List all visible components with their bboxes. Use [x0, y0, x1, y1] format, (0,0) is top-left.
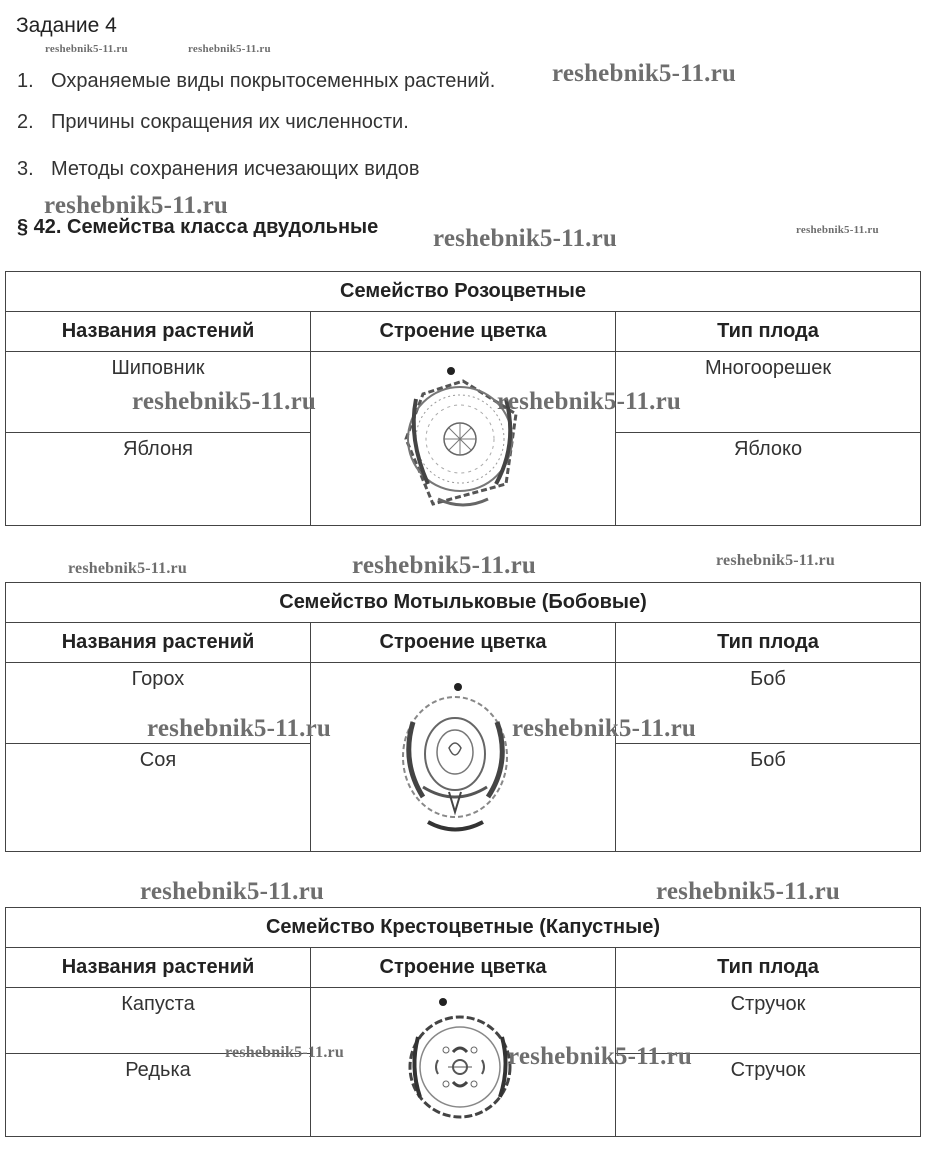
- watermark: reshebnik5-11.ru: [225, 1044, 344, 1061]
- watermark: reshebnik5-11.ru: [656, 878, 841, 905]
- plant-name: Горох: [6, 663, 311, 744]
- watermark: reshebnik5-11.ru: [508, 1043, 693, 1070]
- list-number: 1.: [17, 70, 34, 92]
- column-header-names: Названия растений: [6, 948, 311, 988]
- family-table-brassicaceae: [5, 907, 921, 1137]
- watermark: reshebnik5-11.ru: [352, 552, 537, 579]
- watermark: reshebnik5-11.ru: [512, 715, 697, 742]
- list-text: Причины сокращения их численности.: [51, 111, 409, 133]
- family-title: Семейство Розоцветные: [6, 272, 921, 312]
- column-header-names: Названия растений: [6, 623, 311, 663]
- watermark: reshebnik5-11.ru: [497, 388, 682, 415]
- watermark: reshebnik5-11.ru: [132, 388, 317, 415]
- fruit-type: Яблоко: [616, 433, 921, 526]
- column-header-structure: Строение цветка: [311, 948, 616, 988]
- list-text: Охраняемые виды покрытосеменных растений.: [51, 70, 496, 92]
- list-item: [17, 158, 419, 181]
- watermark: reshebnik5-11.ru: [552, 60, 737, 87]
- fruit-type: Стручок: [616, 1054, 921, 1137]
- family-title: Семейство Мотыльковые (Бобовые): [6, 583, 921, 623]
- watermark: reshebnik5-11.ru: [433, 225, 618, 252]
- list-item: [17, 70, 495, 93]
- watermark: reshebnik5-11.ru: [45, 43, 128, 55]
- plant-name: Капуста: [6, 988, 311, 1054]
- fruit-type: Боб: [616, 663, 921, 744]
- task-title: Задание 4: [16, 14, 117, 37]
- fruit-type: Многоорешек: [616, 352, 921, 433]
- section-title: § 42. Семейства класса двудольные: [17, 216, 379, 238]
- fruit-type: Боб: [616, 744, 921, 852]
- family-title: Семейство Крестоцветные (Капустные): [6, 908, 921, 948]
- watermark: reshebnik5-11.ru: [716, 552, 835, 569]
- column-header-fruit: Тип плода: [616, 623, 921, 663]
- list-number: 2.: [17, 111, 34, 133]
- fruit-type: Стручок: [616, 988, 921, 1054]
- family-table-fabaceae: [5, 582, 921, 852]
- pea-flower-diagram-icon: [393, 672, 533, 842]
- watermark: reshebnik5-11.ru: [68, 560, 187, 577]
- watermark: reshebnik5-11.ru: [796, 224, 879, 236]
- plant-name: Редька: [6, 1054, 311, 1137]
- plant-name: Соя: [6, 744, 311, 852]
- rose-flower-diagram-icon: [388, 359, 538, 519]
- column-header-structure: Строение цветка: [311, 623, 616, 663]
- column-header-structure: Строение цветка: [311, 312, 616, 352]
- column-header-fruit: Тип плода: [616, 948, 921, 988]
- watermark: reshebnik5-11.ru: [147, 715, 332, 742]
- flower-diagram-fabaceae: [311, 663, 616, 852]
- list-number: 3.: [17, 158, 34, 180]
- list-item: [17, 111, 409, 134]
- column-header-names: Названия растений: [6, 312, 311, 352]
- flower-diagram-rosaceae: [311, 352, 616, 526]
- plant-name: Шиповник: [6, 352, 311, 433]
- plant-name: Яблоня: [6, 433, 311, 526]
- list-text: Методы сохранения исчезающих видов: [51, 158, 420, 180]
- watermark: reshebnik5-11.ru: [188, 43, 271, 55]
- watermark: reshebnik5-11.ru: [44, 192, 229, 219]
- column-header-fruit: Тип плода: [616, 312, 921, 352]
- watermark: reshebnik5-11.ru: [140, 878, 325, 905]
